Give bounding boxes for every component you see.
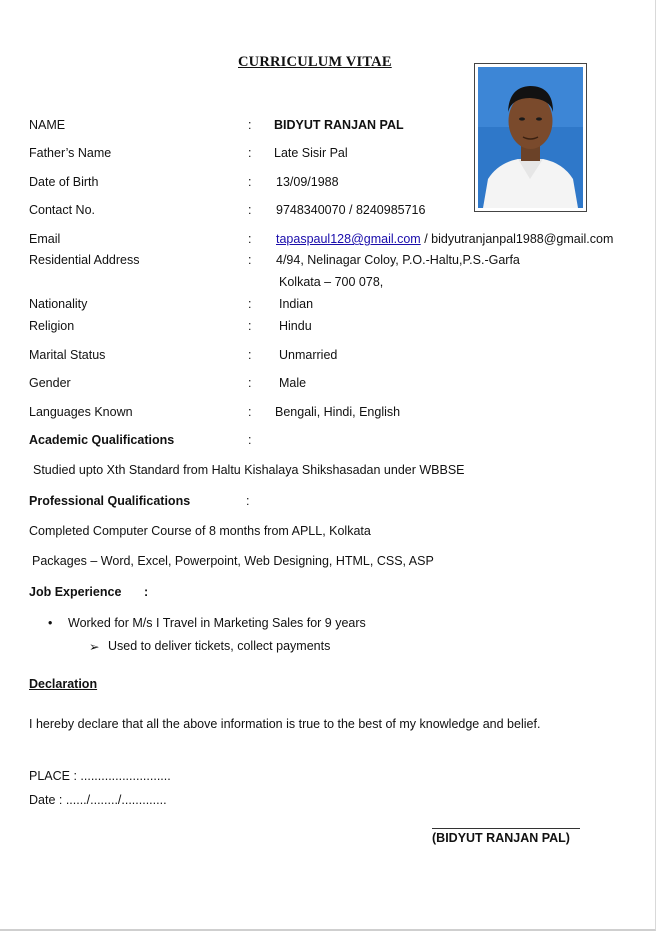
academic-colon: :: [248, 433, 252, 447]
signature-line: [432, 828, 580, 829]
languages-value: Bengali, Hindi, English: [275, 405, 401, 419]
languages-colon: :: [248, 405, 252, 419]
father-value: Late Sisir Pal: [274, 146, 348, 160]
experience-sub1: Used to deliver tickets, collect payments: [108, 639, 331, 653]
email-label: Email: [29, 232, 61, 246]
date-field: Date : ....../......../.............: [29, 793, 167, 807]
email-colon: :: [248, 232, 252, 246]
dob-label: Date of Birth: [29, 175, 99, 189]
email-value: [276, 232, 613, 246]
nationality-colon: :: [248, 297, 252, 311]
dob-colon: :: [248, 175, 252, 189]
declaration-text: I hereby declare that all the above information is true to the best of my knowledge and belief.: [29, 717, 541, 731]
father-colon: :: [248, 146, 252, 160]
religion-value: Hindu: [279, 319, 312, 333]
name-value: BIDYUT RANJAN PAL: [274, 118, 404, 132]
name-label: NAME: [29, 118, 66, 132]
gender-value: Male: [279, 376, 307, 390]
professional-line1: Completed Computer Course of 8 months from APLL, Kolkata: [29, 524, 371, 538]
arrow-bullet-icon: ➢: [89, 640, 100, 654]
marital-value: Unmarried: [279, 348, 338, 362]
address-line2: Kolkata – 700 078,: [279, 275, 384, 289]
professional-line2: Packages – Word, Excel, Powerpoint, Web Designing, HTML, CSS, ASP: [32, 554, 434, 568]
marital-colon: :: [248, 348, 252, 362]
contact-colon: :: [248, 203, 252, 217]
professional-heading: Professional Qualifications: [29, 494, 191, 508]
religion-label: Religion: [29, 319, 75, 333]
email-alt: / bidyutranjanpal1988@gmail.com: [420, 232, 614, 246]
declaration-heading: Declaration: [29, 677, 98, 691]
name-colon: :: [248, 118, 252, 132]
dob-value: 13/09/1988: [276, 175, 339, 189]
nationality-value: Indian: [279, 297, 314, 311]
gender-label: Gender: [29, 376, 71, 390]
contact-value: 9748340070 / 8240985716: [276, 203, 426, 217]
signature-name: (BIDYUT RANJAN PAL): [432, 831, 570, 845]
experience-bullet1: Worked for M/s I Travel in Marketing Sales for 9 years: [68, 616, 366, 630]
address-label: Residential Address: [29, 253, 140, 267]
father-label: Father’s Name: [29, 146, 112, 160]
bullet-dot-icon: •: [48, 616, 53, 630]
document-title: CURRICULUM VITAE: [238, 54, 392, 70]
experience-colon: :: [144, 585, 149, 599]
profile-photo: [474, 63, 587, 212]
academic-heading: Academic Qualifications: [29, 433, 175, 447]
place-field: PLACE : ..........................: [29, 769, 171, 783]
nationality-label: Nationality: [29, 297, 88, 311]
academic-text: Studied upto Xth Standard from Haltu Kishalaya Shikshasadan under WBBSE: [33, 463, 465, 477]
person-photo-icon: [478, 67, 583, 208]
address-line1: 4/94, Nelinagar Coloy, P.O.-Haltu,P.S.-Garfa: [276, 253, 520, 267]
address-colon: :: [248, 253, 252, 267]
gender-colon: :: [248, 376, 252, 390]
religion-colon: :: [248, 319, 252, 333]
professional-colon: :: [246, 494, 250, 508]
experience-heading: Job Experience: [29, 585, 122, 599]
contact-label: Contact No.: [29, 203, 96, 217]
marital-label: Marital Status: [29, 348, 106, 362]
email-link[interactable]: tapaspaul128@gmail.com: [276, 232, 421, 246]
languages-label: Languages Known: [29, 405, 133, 419]
